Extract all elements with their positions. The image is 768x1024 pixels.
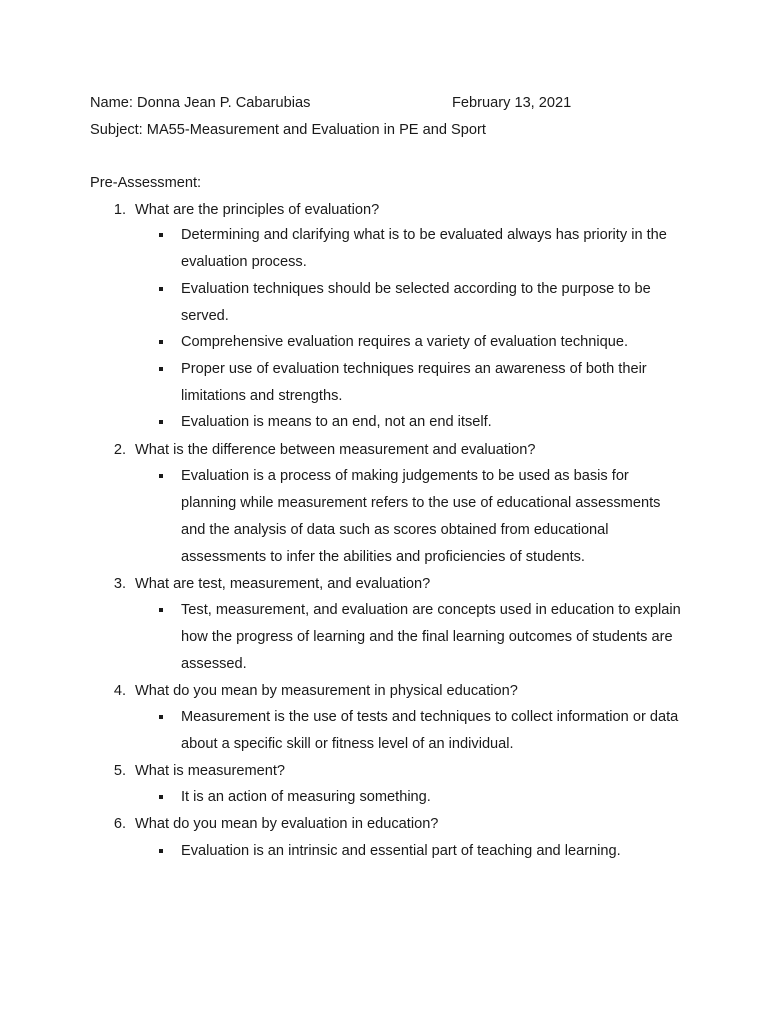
question-text: What is measurement? [135,763,286,779]
question-number: 1. [113,202,126,218]
question-text: What are the principles of evaluation? [135,202,380,218]
answer-text: Determining and clarifying what is to be evaluated always has priority in the evaluation process. [181,227,667,270]
bullet-icon [159,233,163,237]
student-name: Name: Donna Jean P. Cabarubias [90,95,311,111]
question-text: What do you mean by measurement in physical education? [135,683,518,699]
answer-text: Evaluation is a process of making judgements to be used as basis for planning while measurement refers to the use of educational assessments and the analysis of data such as scores obtained from educational assessments to infer the abilities and proficiencies of students. [181,468,661,565]
question-number: 3. [113,576,126,592]
bullet-icon [159,849,163,853]
answer-text: It is an action of measuring something. [181,789,431,805]
bullet-icon [159,367,163,371]
answer-text: Test, measurement, and evaluation are concepts used in education to explain how the progress of learning and the final learning outcomes of students are assessed. [181,602,681,672]
bullet-icon [159,287,163,291]
section-title: Pre-Assessment: [90,175,202,191]
question-number: 4. [113,683,126,699]
document-date: February 13, 2021 [452,95,572,111]
answer-text: Comprehensive evaluation requires a variety of evaluation technique. [181,334,628,350]
question-number: 5. [113,763,126,779]
bullet-icon [159,715,163,719]
bullet-icon [159,420,163,424]
answer-text: Evaluation is an intrinsic and essential part of teaching and learning. [181,843,621,859]
bullet-icon [159,795,163,799]
answer-text: Evaluation is means to an end, not an end itself. [181,414,492,430]
bullet-icon [159,340,163,344]
answer-text: Measurement is the use of tests and techniques to collect information or data about a specific skill or fitness level of an individual. [181,709,679,752]
bullet-icon [159,608,163,612]
question-text: What is the difference between measurement and evaluation? [135,442,536,458]
question-text: What do you mean by evaluation in education? [135,816,439,832]
question-number: 6. [113,816,126,832]
question-text: What are test, measurement, and evaluation? [135,576,431,592]
bullet-icon [159,474,163,478]
answer-text: Evaluation techniques should be selected according to the purpose to be served. [181,281,651,324]
answer-text: Proper use of evaluation techniques requires an awareness of both their limitations and strengths. [181,361,647,404]
question-number: 2. [113,442,126,458]
subject-line: Subject: MA55-Measurement and Evaluation in PE and Sport [90,122,486,138]
